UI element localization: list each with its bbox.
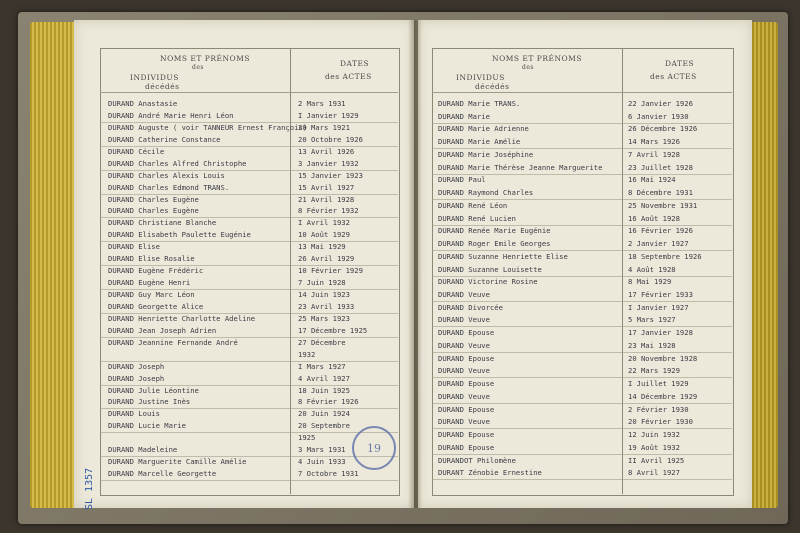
entry-date: 20 Juin 1924: [298, 409, 350, 418]
entry-date: 20 Octobre 1926: [298, 135, 363, 144]
entry-date: 26 Avril 1929: [298, 254, 355, 263]
entry-name: DURAND Roger Emile Georges: [438, 239, 551, 248]
entry-name: DURAND Catherine Constance: [108, 135, 221, 144]
entry-name: DURAND Marie Joséphine: [438, 150, 534, 159]
entry-name: DURAND Epouse: [438, 328, 495, 337]
entry-date: 27 Décembre: [298, 338, 346, 347]
entry-name: DURAND Jeannine Fernande André: [108, 338, 238, 347]
entry-name: DURAND Renée Marie Eugénie: [438, 226, 551, 235]
row-rule: [432, 199, 732, 200]
entry-date: 25 Mars 1923: [298, 314, 350, 323]
stamp-number: 19: [367, 441, 381, 455]
entry-date: 10 Août 1929: [298, 230, 350, 239]
entry-name: DURAND Veuve: [438, 366, 490, 375]
entry-name: DURAND Divorcée: [438, 303, 503, 312]
entry-name: DURAND Marguerite Camille Amélie: [108, 457, 247, 466]
entry-name: DURAND Charles Edmond TRANS.: [108, 183, 230, 192]
entry-date: 18 Septembre 1926: [628, 252, 702, 261]
entry-name: DURAND Victorine Rosine: [438, 277, 538, 286]
entry-date: 12 Juin 1932: [628, 430, 680, 439]
entry-date: 23 Mai 1928: [628, 341, 676, 350]
entry-date: I Mars 1927: [298, 362, 346, 371]
entry-date: 18 Juin 1925: [298, 386, 350, 395]
entry-date: 16 Mai 1924: [628, 175, 676, 184]
entry-date: 17 Décembre 1925: [298, 326, 368, 335]
entry-name: DURANT Zénobie Ernestine: [438, 468, 542, 477]
entry-name: DURAND Georgette Alice: [108, 302, 204, 311]
entry-name: DURAND Louis: [108, 409, 160, 418]
entry-date: 1932: [298, 350, 316, 359]
library-stamp: [352, 426, 396, 470]
entry-date: I Juillet 1929: [628, 379, 689, 388]
col-names-des: des: [522, 64, 534, 71]
entry-name: DURAND Christiane Blanche: [108, 218, 217, 227]
col-names-decedes: décédés: [145, 82, 180, 91]
entry-date: 6 Janvier 1930: [628, 112, 689, 121]
col-names-decedes: décédés: [475, 82, 510, 91]
col-names-title: NOMS ET PRÉNOMS: [160, 54, 250, 63]
entry-date: 7 Octobre 1931: [298, 469, 359, 478]
row-rule: [432, 479, 732, 480]
entry-name: DURAND Veuve: [438, 392, 490, 401]
entry-name: DURAND Marie Adrienne: [438, 124, 529, 133]
entry-date: 26 Décembre 1926: [628, 124, 698, 133]
entry-name: DURAND Marcelle Georgette: [108, 469, 217, 478]
row-rule: [432, 148, 732, 149]
entry-date: 20 Septembre: [298, 421, 350, 430]
entry-name: DURAND Joseph: [108, 374, 165, 383]
entry-name: DURAND Charles Alexis Louis: [108, 171, 225, 180]
entry-name: DURAND Charles Eugène: [108, 206, 199, 215]
entry-name: DURAND Veuve: [438, 341, 490, 350]
entry-date: 2 Mars 1931: [298, 99, 346, 108]
entry-date: 14 Juin 1923: [298, 290, 350, 299]
row-rule: [100, 432, 398, 433]
entry-date: I Janvier 1927: [628, 303, 689, 312]
entry-name: DURAND Marie: [438, 112, 490, 121]
entry-name: DURAND Marie Amélie: [438, 137, 521, 146]
entry-date: II Avril 1925: [628, 456, 685, 465]
entry-name: DURAND Veuve: [438, 417, 490, 426]
col-dates-title: DATES: [340, 59, 370, 68]
entry-date: 5 Mars 1927: [628, 315, 676, 324]
shelfmark: SL 1357: [84, 467, 95, 510]
entry-name: DURAND Madeleine: [108, 445, 178, 454]
entry-date: 15 Janvier 1923: [298, 171, 363, 180]
entry-name: DURAND André Marie Henri Léon: [108, 111, 234, 120]
entry-date: 14 Décembre 1929: [628, 392, 698, 401]
entry-date: 8 Décembre 1931: [628, 188, 693, 197]
entry-name: DURAND Epouse: [438, 354, 495, 363]
entry-date: 20 Mars 1921: [298, 123, 350, 132]
entry-name: DURAND Paul: [438, 175, 486, 184]
entry-name: DURAND Charles Eugène: [108, 195, 199, 204]
row-rule: [432, 454, 732, 455]
entry-name: DURAND René Lucien: [438, 214, 516, 223]
entry-name: DURAND Eugène Frédéric: [108, 266, 204, 275]
row-rule: [432, 250, 732, 251]
entry-name: DURAND Anastasie: [108, 99, 178, 108]
entry-date: 8 Mai 1929: [628, 277, 672, 286]
entry-date: 8 Février 1926: [298, 397, 359, 406]
entry-name: DURAND Suzanne Henriette Elise: [438, 252, 568, 261]
entry-date: 22 Janvier 1926: [628, 99, 693, 108]
col-dates-subtitle: des ACTES: [650, 72, 697, 81]
entry-date: 2 Février 1930: [628, 405, 689, 414]
entry-name: DURAND Marie Thérèse Jeanne Marguerite: [438, 163, 603, 172]
entry-name: DURAND Raymond Charles: [438, 188, 534, 197]
entry-date: 20 Novembre 1928: [628, 354, 698, 363]
left-column-divider: [290, 48, 291, 494]
entry-date: 13 Avril 1926: [298, 147, 355, 156]
entry-name: DURAND Elise Rosalie: [108, 254, 195, 263]
entry-date: 4 Juin 1933: [298, 457, 346, 466]
entry-date: 14 Mars 1926: [628, 137, 680, 146]
entry-name: DURAND Joseph: [108, 362, 165, 371]
col-names-title: NOMS ET PRÉNOMS: [492, 54, 582, 63]
entry-name: DURAND Epouse: [438, 405, 495, 414]
entry-name: DURAND Charles Alfred Christophe: [108, 159, 247, 168]
entry-date: 4 Avril 1927: [298, 374, 350, 383]
entry-name: DURAND Julie Léontine: [108, 386, 199, 395]
gilt-page-edge-left: [30, 22, 76, 508]
col-dates-subtitle: des ACTES: [325, 72, 372, 81]
entry-name: DURAND Lucie Marie: [108, 421, 186, 430]
entry-name: DURAND Suzanne Louisette: [438, 265, 542, 274]
col-names-des: des: [192, 64, 204, 71]
entry-name: DURAND Eugène Henri: [108, 278, 191, 287]
entry-name: DURAND Veuve: [438, 290, 490, 299]
entry-date: 7 Juin 1928: [298, 278, 346, 287]
entry-date: 23 Juillet 1928: [628, 163, 693, 172]
row-rule: [432, 377, 732, 378]
entry-name: DURANDOT Philomène: [438, 456, 516, 465]
col-dates-title: DATES: [665, 59, 695, 68]
right-header-rule: [432, 92, 732, 93]
entry-date: 19 Août 1932: [628, 443, 680, 452]
entry-date: 7 Avril 1928: [628, 150, 680, 159]
entry-date: 22 Mars 1929: [628, 366, 680, 375]
entry-date: 15 Avril 1927: [298, 183, 355, 192]
entry-name: DURAND Epouse: [438, 379, 495, 388]
entry-name: DURAND Cécile: [108, 147, 165, 156]
entry-name: DURAND Guy Marc Léon: [108, 290, 195, 299]
entry-name: DURAND Marie TRANS.: [438, 99, 521, 108]
entry-name: DURAND Auguste ( voir TANNEUR Ernest François): [108, 123, 308, 132]
entry-date: 4 Août 1928: [628, 265, 676, 274]
entry-date: 1925: [298, 433, 316, 442]
entry-date: 2 Janvier 1927: [628, 239, 689, 248]
entry-date: 3 Janvier 1932: [298, 159, 359, 168]
entry-name: DURAND Elise: [108, 242, 160, 251]
entry-date: 17 Janvier 1928: [628, 328, 693, 337]
entry-date: 20 Février 1930: [628, 417, 693, 426]
left-header-rule: [100, 92, 398, 93]
row-rule: [100, 480, 398, 481]
entry-date: 13 Mai 1929: [298, 242, 346, 251]
row-rule: [432, 403, 732, 404]
row-rule: [432, 326, 732, 327]
entry-date: 23 Avril 1933: [298, 302, 355, 311]
entry-date: 21 Avril 1928: [298, 195, 355, 204]
row-rule: [432, 428, 732, 429]
entry-name: DURAND Henriette Charlotte Adeline: [108, 314, 256, 323]
row-rule: [432, 301, 732, 302]
entry-date: 10 Février 1929: [298, 266, 363, 275]
book-gutter: [408, 20, 422, 508]
entry-name: DURAND Jean Joseph Adrien: [108, 326, 217, 335]
gilt-page-edge-right: [750, 22, 778, 508]
entry-date: 8 Février 1932: [298, 206, 359, 215]
entry-name: DURAND Justine Inès: [108, 397, 191, 406]
entry-date: 16 Août 1928: [628, 214, 680, 223]
row-rule: [432, 352, 732, 353]
entry-name: DURAND Epouse: [438, 443, 495, 452]
entry-name: DURAND René Léon: [438, 201, 508, 210]
entry-date: I Avril 1932: [298, 218, 350, 227]
entry-date: 25 Novembre 1931: [628, 201, 698, 210]
entry-name: DURAND Elisabeth Paulette Eugénie: [108, 230, 251, 239]
col-names-individus: INDIVIDUS: [130, 73, 179, 82]
entry-date: 3 Mars 1931: [298, 445, 346, 454]
entry-date: 16 Février 1926: [628, 226, 693, 235]
entry-name: DURAND Epouse: [438, 430, 495, 439]
col-names-individus: INDIVIDUS: [456, 73, 505, 82]
entry-date: I Janvier 1929: [298, 111, 359, 120]
entry-date: 17 Février 1933: [628, 290, 693, 299]
entry-name: DURAND Veuve: [438, 315, 490, 324]
entry-date: 8 Avril 1927: [628, 468, 680, 477]
